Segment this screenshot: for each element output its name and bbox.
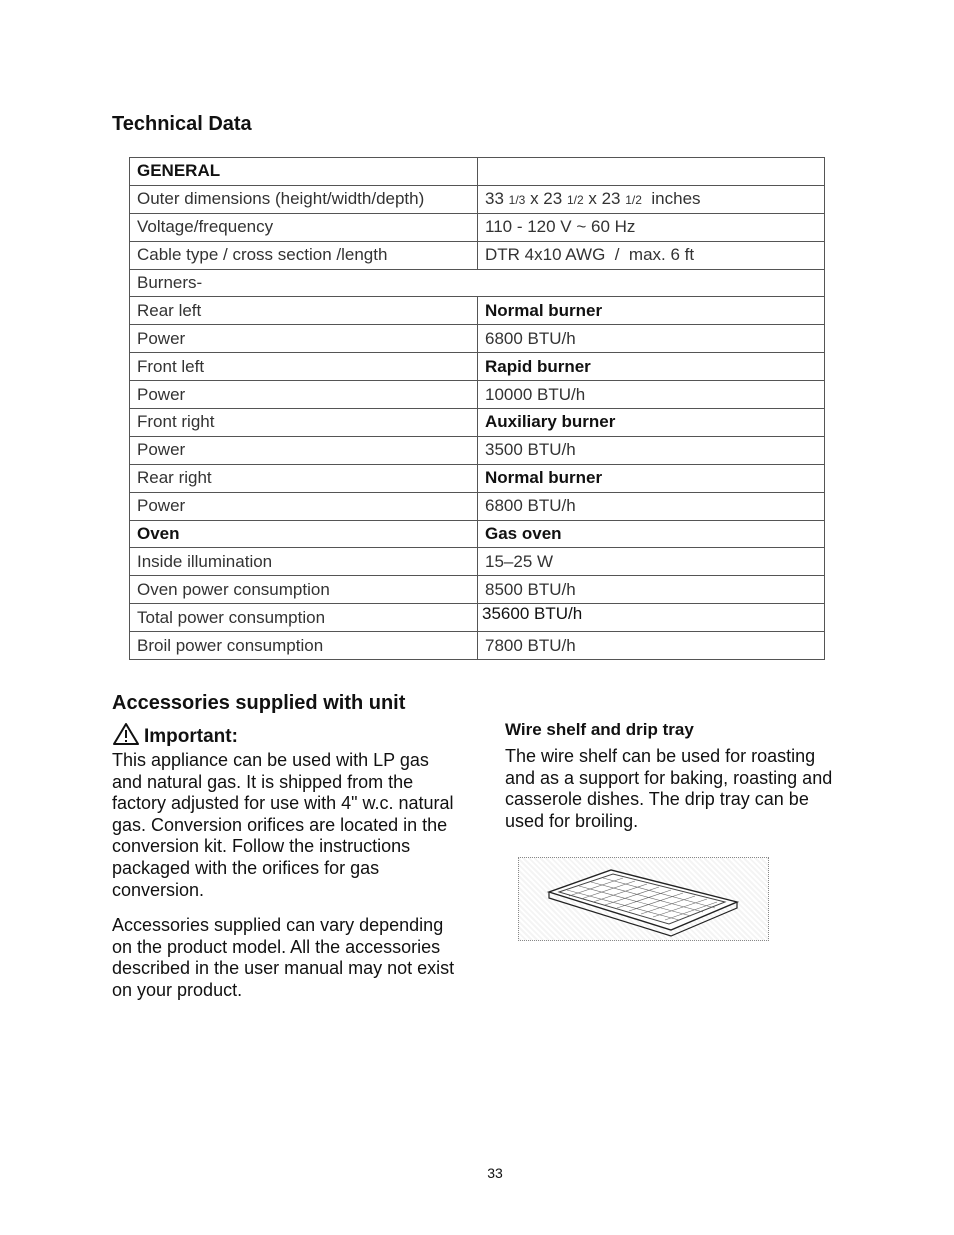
row-label: Rear left — [130, 297, 478, 325]
row-label: Oven power consumption — [130, 576, 478, 604]
table-row — [130, 520, 825, 548]
technical-data-table — [129, 157, 825, 660]
row-label: Total power consumption — [130, 604, 478, 632]
dimension-unit: inches — [651, 189, 701, 209]
table-row — [130, 548, 825, 576]
table-row — [130, 604, 825, 632]
row-value: 3500 BTU/h — [478, 436, 825, 464]
oven-heading: Oven — [130, 520, 478, 548]
table-row — [130, 158, 825, 186]
row-value-burner-type: Normal burner — [478, 297, 825, 325]
row-label: Cable type / cross section /length — [130, 241, 478, 269]
table-row — [130, 436, 825, 464]
row-label: Inside illumination — [130, 548, 478, 576]
wire-shelf-tray-icon — [519, 858, 768, 940]
row-label: Power — [130, 436, 478, 464]
dimension-height: 33 — [485, 189, 504, 209]
table-row — [130, 632, 825, 660]
row-value: 6800 BTU/h — [478, 492, 825, 520]
row-value: 8500 BTU/h — [478, 576, 825, 604]
row-value-burner-type: Auxiliary burner — [478, 409, 825, 437]
table-row — [130, 492, 825, 520]
fraction: 1/3 — [508, 193, 526, 208]
important-label: Important: — [144, 726, 238, 747]
row-value: 6800 BTU/h — [478, 325, 825, 353]
row-value: DTR 4x10 AWG / max. 6 ft — [478, 241, 825, 269]
fraction: 1/2 — [625, 193, 642, 208]
row-value: 110 - 120 V ~ 60 Hz — [478, 213, 825, 241]
wire-shelf-title: Wire shelf and drip tray — [505, 720, 694, 739]
table-row — [130, 381, 825, 409]
table-row — [130, 409, 825, 437]
accessories-vary-text: Accessories supplied can vary depending on the product model. All the accessories described in the user manual may not exist on your product. — [112, 915, 455, 1000]
row-value: 15–25 W — [478, 548, 825, 576]
burners-heading: Burners- — [130, 269, 825, 297]
table-row — [130, 325, 825, 353]
row-label: Front left — [130, 353, 478, 381]
table-row — [130, 213, 825, 241]
row-value-burner-type: Normal burner — [478, 464, 825, 492]
table-row — [130, 269, 825, 297]
row-label: Power — [130, 325, 478, 353]
table-row — [130, 297, 825, 325]
row-value: 10000 BTU/h — [478, 381, 825, 409]
table-row — [130, 241, 825, 269]
wire-shelf-image — [518, 857, 769, 941]
fraction: 1/2 — [566, 193, 584, 208]
section-title-technical-data: Technical Data — [112, 113, 252, 135]
row-label: Rear right — [130, 464, 478, 492]
table-row — [130, 353, 825, 381]
important-notice-heading — [112, 722, 238, 752]
row-value-burner-type: Rapid burner — [478, 353, 825, 381]
table-header-general: GENERAL — [130, 158, 478, 186]
row-value: 35600 BTU/h — [478, 604, 825, 632]
row-label: Power — [130, 381, 478, 409]
row-label: Voltage/frequency — [130, 213, 478, 241]
row-value-dimensions — [478, 185, 825, 213]
table-row — [130, 185, 825, 213]
row-label: Broil power consumption — [130, 632, 478, 660]
row-label: Outer dimensions (height/width/depth) — [130, 185, 478, 213]
table-row — [130, 576, 825, 604]
page-number: 33 — [487, 1165, 503, 1181]
section-title-accessories: Accessories supplied with unit — [112, 692, 406, 714]
oven-type: Gas oven — [478, 520, 825, 548]
table-header-value — [478, 158, 825, 186]
row-value: 7800 BTU/h — [478, 632, 825, 660]
dimension-width: x 23 — [530, 189, 563, 209]
wire-shelf-text: The wire shelf can be used for roasting and as a support for baking, roasting and casserole dishes. The drip tray can be used for broiling. — [505, 746, 833, 831]
row-label: Power — [130, 492, 478, 520]
table-row — [130, 464, 825, 492]
important-text: This appliance can be used with LP gas and natural gas. It is shipped from the factory adjusted for use with 4" w.c. natural gas. Conversion orifices are located in the conversion kit. Follow the instructions packaged with the orifices for gas conversion. — [112, 750, 454, 900]
warning-triangle-icon — [112, 722, 140, 752]
row-label: Front right — [130, 409, 478, 437]
dimension-depth: x 23 — [588, 189, 621, 209]
